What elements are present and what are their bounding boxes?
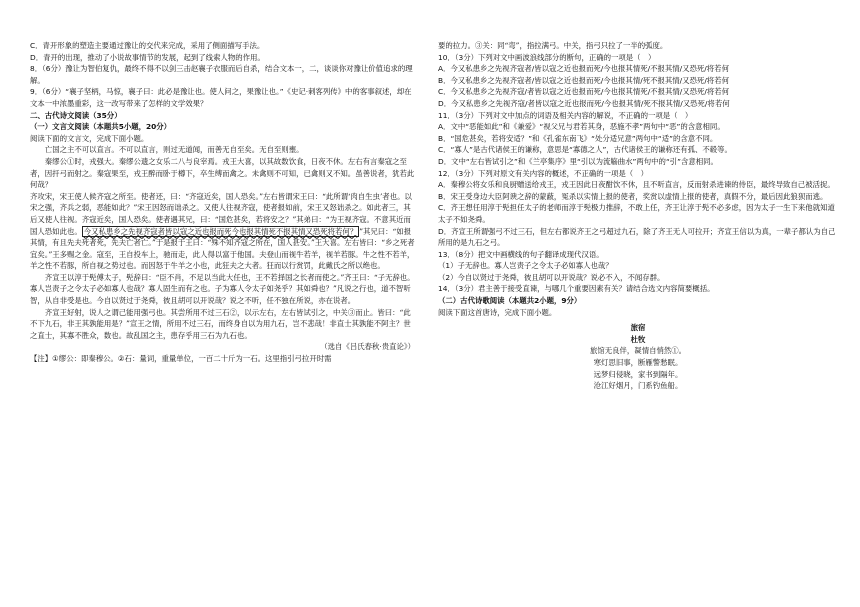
passage-note: 【注】①缪公：即秦穆公。②石：量词，重量单位，一百二十斤为一石。这里指引弓拉开时需	[30, 354, 332, 364]
q11-option-d: D．文中“左右皆试引之”和《兰亭集序》里“引以为流觞曲水”两句中的“引”含意相同。	[438, 156, 718, 166]
poem-line: 远梦归侵晓，家书到隔年。	[593, 369, 683, 379]
question-13: 13．（8分）把文中画横线的句子翻译成现代汉语。	[438, 249, 604, 259]
q12-option-c: C．齐王想任用淳于髡担任太子的老师而淳于髡极力推辞，不敢上任，齐王让淳于髡不必多虑，因为太子一生下来他就知道太子不如尧舜。	[438, 203, 835, 224]
poem-author: 杜牧	[630, 334, 646, 344]
passage-source: （选自《吕氏春秋·贵直论》）	[320, 342, 415, 352]
question-9: 9．（6分）“襄子坚柄，马惊，襄子曰：此必是豫让也。使人问之，果豫让也。”《史记·刺客列传》中的客事叙述，却在文本一中浓墨重彩，这一改写带来了怎样的文学效果？	[30, 87, 412, 108]
passage-paragraph: 亡国之主不可以直言。不可以直言，则过无道闻，而善无自至矣。无自至则壅。	[44, 145, 304, 155]
passage-text: 齐攻宋，宋王使人候齐寇之所至。使者还，曰：“齐寇近矣，国人恐矣。”左右皆谓宋王曰：“此所谓‘肉自生虫’者也。以宋之强，齐兵之弱，恶能如此？”宋王因怒而诎杀之。又使人往视齐寇，使者报如前，宋王又怒诎杀之。如此者三，其后又使人往视。齐寇近矣，国人恐矣。使者遇其兄，曰：“国危甚矣，若将安之？”其弟曰：“为王视齐寇。不意其近而国人恐如此也。	[30, 191, 412, 236]
poem-line: 旅馆无良伴，凝情自悄然①。	[589, 346, 687, 356]
passage-note-continued: 要的拉力。③关：同“弯”，指拉满弓。中关，指弓只拉了一半的弧度。	[438, 41, 668, 50]
passage-text: ”其兄曰：“如报其情，有且先夫死者死，先夫亡者亡。”于是报于王曰：“殊不知齐寇之所在，国人甚安。”王大喜。左右皆曰：“乡之死者宜矣。”王多赐之金。寇至，王自投车上，驰而走，此人得以富于他国。夫登山而视牛若羊，视羊若豚。牛之性不若羊，羊之性不若豚，所自视之势过也。而因怒于牛羊之小也，此狂夫之大者。狂而以行赏罚，此戴氏之所以绝也。	[30, 226, 415, 271]
passage-paragraph: 齐宣王以淳于髡傅太子，髡辞曰：“臣不肖，不足以当此大任也，王不若择国之长者而使之。”齐王曰：“子无辞也。寡人岂责子之令太子必如寡人也哉？寡人固生而有之也。子为寡人令太子如尧乎？其如舜也？”凡说之行也，道不智听智，从自非受是也。今自以贤过于尧舜，彼且胡可以开说哉？说之不听，任不独在所说，亦在说者。	[30, 272, 415, 306]
question-10: 10．（3分）下列对文中画波浪线部分的断句，正确的一项是（ ）	[438, 52, 656, 62]
passage-paragraph: 秦缪公①时，戎强大。秦缪公遗之女乐二八与良宰焉。戎王大喜，以其故数饮食，日夜不休。左右有言秦寇之至者，因扞弓而射之。秦寇果至，戎王醉而卧于樽下，卒生缚而禽之。未禽则不可知，已禽则又不知。虽善说者，犹若此何哉？	[30, 156, 415, 190]
poem-title: 旅宿	[630, 323, 646, 333]
subsection-heading-poetry: （二）古代诗歌阅读（本题共2小题，9分）	[438, 296, 582, 306]
q10-option-d: D．今又私患乡之先视齐寇/者皆以寇之近也报而死/今也报其情/死不报其情/又恐死/将若何	[438, 98, 730, 108]
q10-option-b: B．今又私患乡之先视齐寇者/皆以寇之近也报而死/今也报其情/死不报其情/又恐死/将若何	[438, 75, 729, 85]
question-13-part-1: （1）子无辞也。寡人岂责子之令太子必如寡人也哉？	[438, 261, 613, 271]
q11-option-c: C．“寡人”是古代诸侯王的谦称，意思是“寡德之人”，古代诸侯王的谦称还有孤、不毂等。	[438, 145, 732, 155]
q11-option-a: A．文中“恶能如此”和《兼爱》“视父兄与君若其身，恶施不孝”两句中“恶”的含意相同。	[438, 122, 725, 132]
q12-option-a: A．秦穆公将女乐和良厨赠送给戎王，戎王因此日夜酣饮不休，且不听直言，反而射杀进谏的侍臣，最终导致自己被活捉。	[438, 180, 835, 190]
q12-option-b: B．宋王受身边大臣阿谀之辞的蒙蔽，冤杀以实情上报的使者，奖赏以虚情上报的使者，真假不分，最后因此狼狈而逃。	[438, 191, 828, 201]
right-column	[438, 40, 838, 392]
subsection-heading: （一）文言文阅读（本题共5小题，20分）	[30, 122, 172, 132]
question-13-part-2: （2）今自以贤过于尧舜，彼且胡可以开说哉？说必不入，不闻存群。	[438, 272, 665, 282]
left-column	[30, 40, 415, 365]
reading-instruction: 阅读下面的文言文，完成下面小题。	[30, 133, 149, 143]
question-12: 12．（3分）下列对原文有关内容的概述，不正确的一项是（ ）	[438, 168, 648, 178]
poetry-instruction: 阅读下面这首唐诗，完成下面小题。	[438, 307, 557, 317]
question-14: 14．（3分）君主善于接受直谏，与哪几个重要因素有关？请结合选文内容简要概括。	[438, 284, 715, 294]
q12-option-d: D．齐宣王所谓强弓不过三石，但左右都说齐王之弓超过九石，除了齐王无人可拉开；齐宣王信以为真，一辈子都认为自己所用的是九石之弓。	[438, 226, 836, 248]
poem-line: 寒灯思旧事，断雁警愁眠。	[593, 358, 683, 368]
option-d: D．青开的出现，推动了小说故事情节的发展，起到了线索人物的作用。	[30, 52, 265, 62]
q11-option-b: B．“国危甚矣，若将安适？”和《孔雀东南飞》“处分适兄意”两句中“适”的含意不同。	[438, 133, 718, 143]
section-heading: 二、古代诗文阅读（35分）	[30, 110, 122, 120]
q10-option-c: C．今又私患乡之先视齐寇/者皆以寇之近也报而死/今也报其情死/不报其情/又恐死/将若何	[438, 87, 730, 97]
q10-option-a: A．今又私患乡之先视齐寇者/皆以寇之近也报而死/今也报其情死/不报其情/又恐死/将若何	[438, 64, 729, 74]
passage-paragraph	[30, 191, 415, 272]
question-8: 8．（6分）豫让为智伯复仇，最终不得不以剑三击赵襄子衣服而后自杀，结合文本一，二，谈谈你对豫让价值追求的理解。	[30, 64, 413, 85]
option-c: C．青开形象的塑造主要通过豫让的交代来完成，采用了侧面描写手法。	[30, 41, 265, 50]
wavy-underlined-sentence: 今又私患乡之先视齐寇者皆以寇之近也报而死今也报其情死不报其情又恐死将若何？	[83, 226, 358, 236]
poem-line: 沧江好烟月，门系钓鱼船。	[593, 381, 683, 391]
question-11: 11．（3分）下列对文中加点的词语及相关内容的解说，不正确的一项是（ ）	[438, 110, 693, 120]
passage-paragraph: 齐宣王好射，说人之谓己能用强弓也。其尝所用不过三石②，以示左右，左右皆试引之，中关③而止。皆曰：“此不下九石，非王其孰能用是？”宣王之情，所用不过三石，而终身自以为用九石，岂不悲哉！非直士其孰能不阿主？世之直士，其寡不胜众，数也。故乱国之主，患存乎用三石为九石也。	[30, 307, 411, 340]
